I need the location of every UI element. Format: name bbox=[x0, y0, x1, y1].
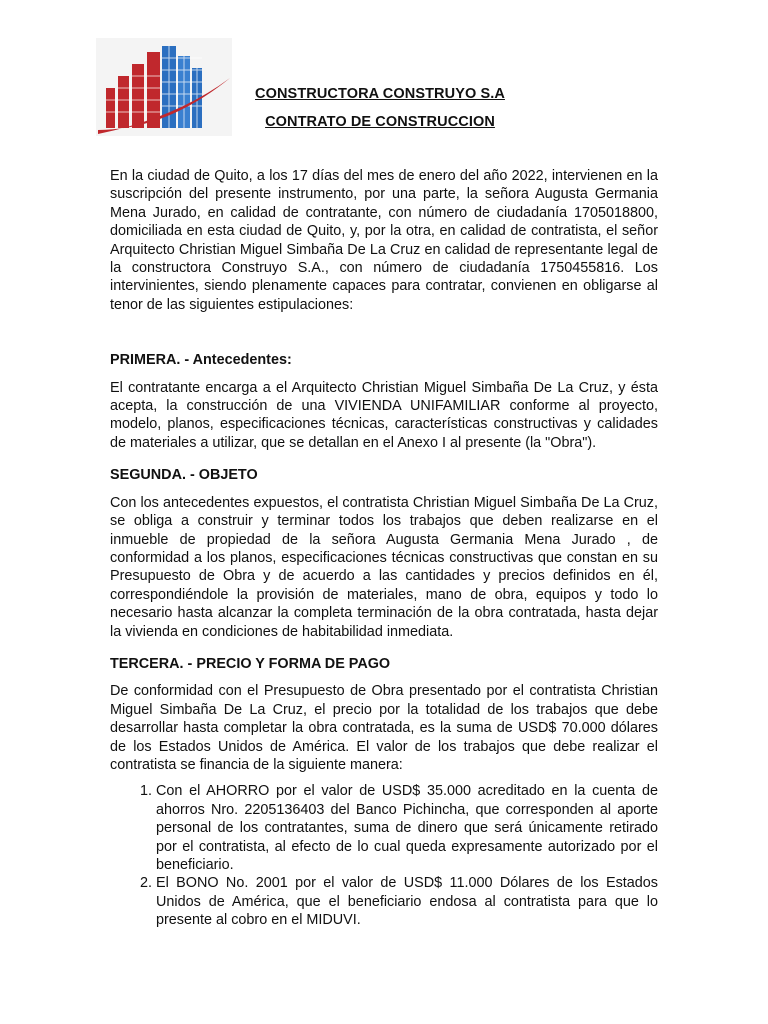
payment-item: 1. Con el AHORRO por el valor de USD$ 35.000 acreditado en la cuenta de ahorros Nro. 2205136403 del Banco Pichincha, que corresponden al aporte personal de los contratantes, suma de dinero que será únicamente retirado por el contratista, al efecto de lo cual queda expresamente autorizado por el beneficiario. bbox=[156, 782, 658, 874]
company-name: CONSTRUCTORA CONSTRUYO S.A bbox=[255, 86, 505, 102]
building-logo-icon bbox=[96, 38, 232, 136]
clause-heading-primera: PRIMERA. - Antecedentes: bbox=[110, 352, 292, 369]
payment-list bbox=[110, 782, 658, 929]
clause-text-primera: El contratante encarga a el Arquitecto Christian Miguel Simbaña De La Cruz, y ésta acepta, la construcción de una VIVIENDA UNIFAMILIAR conforme al proyecto, modelo, planos, especificaciones técnicas, características constructivas y calidades de materiales a utilizar, que se detallan en el Anexo I al presente (la "Obra"). bbox=[110, 379, 658, 451]
clause-heading-segunda: SEGUNDA. - OBJETO bbox=[110, 467, 258, 484]
intro-paragraph: En la ciudad de Quito, a los 17 días del mes de enero del año 2022, intervienen en la suscripción del presente instrumento, por una parte, la señora Augusta Germania Mena Jurado, en calidad de contratante, con número de ciudadanía 1705018800, domiciliada en esta ciudad de Quito, y, por la otra, en calidad de contratista, el señor Arquitecto Christian Miguel Simbaña De La Cruz en calidad de representante legal de la constructora Construyo S.A., con número de ciudadanía 1750455816. Los intervinientes, siendo plenamente capaces para contratar, convienen en obligarse al tenor de las siguientes estipulaciones: bbox=[110, 168, 658, 313]
contract-title: CONTRATO DE CONSTRUCCION bbox=[265, 114, 495, 130]
payment-item: 2. El BONO No. 2001 por el valor de USD$ 11.000 Dólares de los Estados Unidos de América, que el beneficiario endosa al contratista para que lo presente al cobro en el MIDUVI. bbox=[156, 874, 658, 929]
clause-text-tercera: De conformidad con el Presupuesto de Obra presentado por el contratista Christian Miguel Simbaña De La Cruz, el precio por la totalidad de los trabajos que debe desarrollar hasta completar la obra contratada, es la suma de USD$ 70.000 dólares de los Estados Unidos de América. El valor de los trabajos que debe realizar el contratista se financia de la siguiente manera: bbox=[110, 683, 658, 773]
clause-text-segunda: Con los antecedentes expuestos, el contratista Christian Miguel Simbaña De La Cruz, se obliga a construir y terminar todos los trabajos que deben realizarse en el inmueble de propiedad de la señora Augusta Germania Mena Jurado , de conformidad a los planos, especificaciones técnicas constructivas que constan en su Presupuesto de Obra y de acuerdo a las cantidades y precios definidos en él, correspondiéndole la provisión de materiales, mano de obra, equipos y todo lo necesario hasta alcanzar la completa terminación de la obra contratada, hasta dejar la vivienda en condiciones de habitabilidad inmediata. bbox=[110, 494, 658, 640]
clause-heading-tercera: TERCERA. - PRECIO Y FORMA DE PAGO bbox=[110, 655, 391, 672]
contract-body bbox=[110, 167, 658, 930]
